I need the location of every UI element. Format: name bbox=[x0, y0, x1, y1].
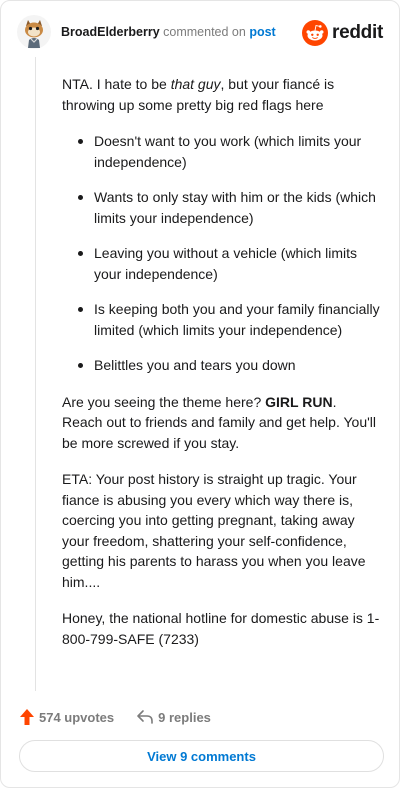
commented-on-text: commented on bbox=[163, 25, 246, 39]
intro-text-2: , but your fiancé is throwing up some pretty big red flags here bbox=[62, 76, 335, 113]
comment-eta: ETA: Your post history is straight up tragic. Your fiance is abusing you every which way there is, coercing you into getting pregnant, taking away your freedom, shattering your self-confidence, getting his parents to harass you when you leave him.... bbox=[62, 471, 366, 590]
comment-intro bbox=[62, 74, 380, 115]
intro-text-1: NTA. I hate to be bbox=[62, 76, 171, 92]
list-item-text: Wants to only stay with him or the kids (which limits your independence) bbox=[94, 189, 376, 226]
red-flags-list bbox=[62, 131, 380, 376]
list-item-text: Is keeping both you and your family financially limited (which limits your independence) bbox=[94, 301, 380, 338]
avatar-icon[interactable] bbox=[17, 15, 51, 49]
reddit-brand[interactable] bbox=[302, 18, 383, 48]
bullet-dot bbox=[78, 251, 83, 256]
comment-theme bbox=[62, 392, 380, 454]
list-item bbox=[62, 131, 380, 172]
reddit-logo-icon bbox=[302, 20, 328, 46]
theme-bold: GIRL RUN bbox=[265, 393, 333, 410]
comment-header bbox=[17, 15, 383, 55]
list-item-text: Belittles you and tears you down bbox=[94, 357, 296, 373]
upvote-arrow-icon bbox=[19, 708, 35, 726]
reply-button[interactable] bbox=[136, 709, 211, 725]
list-item-text: Leaving you without a vehicle (which limits your independence) bbox=[94, 245, 358, 282]
view-comments-button[interactable]: View 9 comments bbox=[19, 740, 384, 772]
comment-actions bbox=[19, 705, 211, 729]
bullet-dot bbox=[78, 139, 83, 144]
bullet-dot bbox=[78, 195, 83, 200]
list-item bbox=[62, 355, 380, 376]
bullet-dot bbox=[78, 363, 83, 368]
list-item bbox=[62, 299, 380, 340]
theme-text-2: . Reach out to friends and family and get help. You'll be more screwed if you stay. bbox=[62, 393, 376, 451]
byline bbox=[61, 25, 276, 39]
bullet-dot bbox=[78, 307, 83, 312]
comment-hotline: Honey, the national hotline for domestic abuse is 1-800-799-SAFE (7233) bbox=[62, 610, 380, 647]
reply-count: 9 replies bbox=[158, 709, 211, 725]
theme-text-1: Are you seeing the theme here? bbox=[62, 393, 266, 410]
reddit-wordmark: reddit bbox=[332, 22, 383, 43]
username-link[interactable]: BroadElderberry bbox=[61, 25, 160, 39]
list-item-text: Doesn't want to you work (which limits your independence) bbox=[94, 133, 362, 170]
thread-line bbox=[35, 57, 36, 691]
post-link[interactable]: post bbox=[249, 25, 276, 39]
reply-arrow-icon bbox=[136, 709, 154, 725]
upvote-count: 574 upvotes bbox=[39, 709, 115, 725]
comment-body bbox=[62, 74, 380, 665]
list-item bbox=[62, 187, 380, 228]
upvote-button[interactable] bbox=[19, 708, 114, 726]
list-item bbox=[62, 243, 380, 284]
intro-emphasis: that guy bbox=[170, 76, 221, 92]
